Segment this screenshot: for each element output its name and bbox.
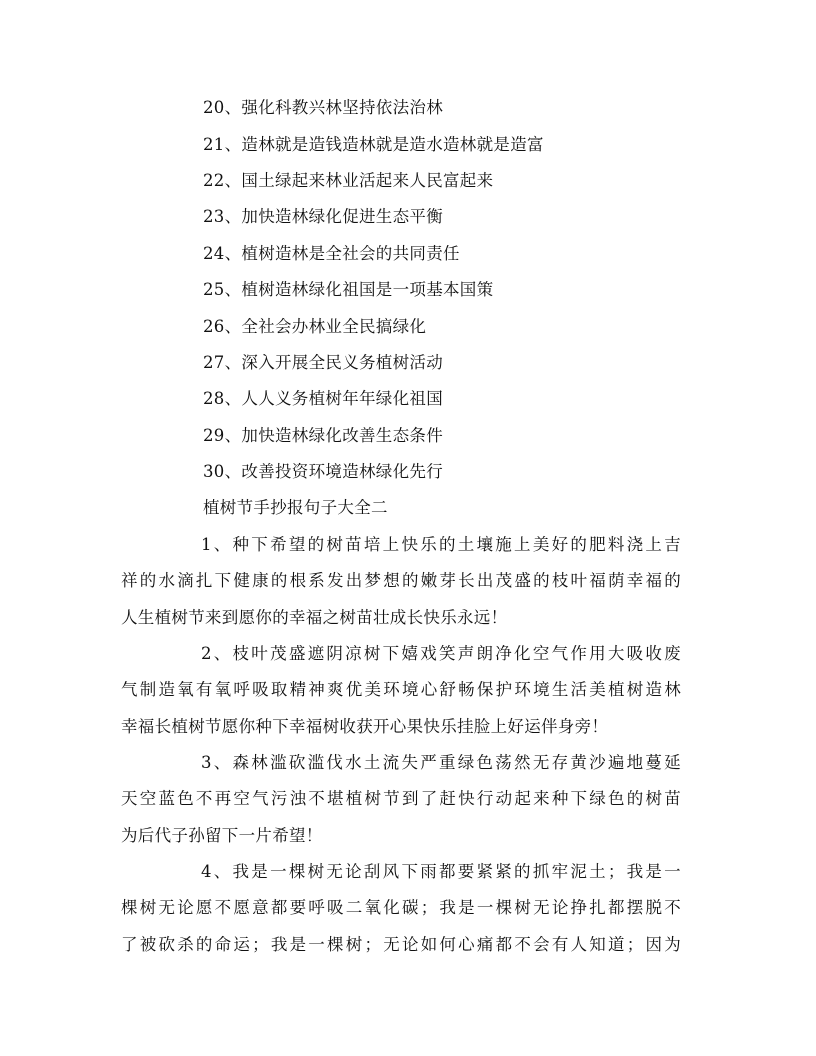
paragraph-line: 天空蓝色不再空气污浊不堪植树节到了赶快行动起来种下绿色的树苗: [121, 789, 681, 809]
list-item: 30、改善投资环境造林绿化先行: [203, 462, 443, 481]
paragraph: [121, 862, 681, 971]
paragraph: [121, 535, 681, 644]
paragraph-line: 1、种下希望的树苗培上快乐的土壤施上美好的肥料浇上吉: [201, 535, 681, 554]
paragraph-line: 3、森林滥砍滥伐水土流失严重绿色荡然无存黄沙遍地蔓延: [201, 753, 681, 772]
paragraph-line: 气制造氧有氧呼吸取精神爽优美环境心舒畅保护环境生活美植树造林: [121, 680, 681, 700]
list-item: 26、全社会办林业全民搞绿化: [203, 317, 427, 336]
list-item: 22、国土绿起来林业活起来人民富起来: [203, 171, 494, 190]
paragraph-line: 幸福长植树节愿你种下幸福树收获开心果快乐挂脸上好运伴身旁！: [121, 716, 609, 736]
paragraph: [121, 753, 681, 862]
list-item: 25、植树造林绿化祖国是一项基本国策: [203, 280, 494, 299]
paragraph-line: 为后代子孙留下一片希望！: [121, 825, 323, 845]
list-item: 27、深入开展全民义务植树活动: [203, 353, 443, 372]
list-item: 24、植树造林是全社会的共同责任: [203, 244, 460, 263]
paragraph-line: 了被砍杀的命运；我是一棵树；无论如何心痛都不会有人知道；因为: [121, 934, 681, 954]
paragraph: [121, 644, 681, 753]
paragraph-line: 祥的水滴扎下健康的根系发出梦想的嫩芽长出茂盛的枝叶福荫幸福的: [121, 571, 681, 591]
list-item: 28、人人义务植树年年绿化祖国: [203, 389, 443, 408]
paragraph-line: 人生植树节来到愿你的幸福之树苗壮成长快乐永远！: [121, 607, 508, 627]
paragraph-line: 棵树无论愿不愿意都要呼吸二氧化碳；我是一棵树无论挣扎都摆脱不: [121, 898, 681, 918]
section-heading: 植树节手抄报句子大全二: [203, 498, 388, 517]
list-item: 23、加快造林绿化促进生态平衡: [203, 207, 443, 226]
list-item: 20、强化科教兴林坚持依法治林: [203, 98, 443, 117]
paragraph-line: 2、枝叶茂盛遮阴凉树下嬉戏笑声朗净化空气作用大吸收废: [201, 644, 681, 663]
list-item: 29、加快造林绿化改善生态条件: [203, 426, 443, 445]
paragraph-line: 4、我是一棵树无论刮风下雨都要紧紧的抓牢泥土；我是一: [201, 862, 681, 881]
list-item: 21、造林就是造钱造林就是造水造林就是造富: [203, 135, 544, 154]
